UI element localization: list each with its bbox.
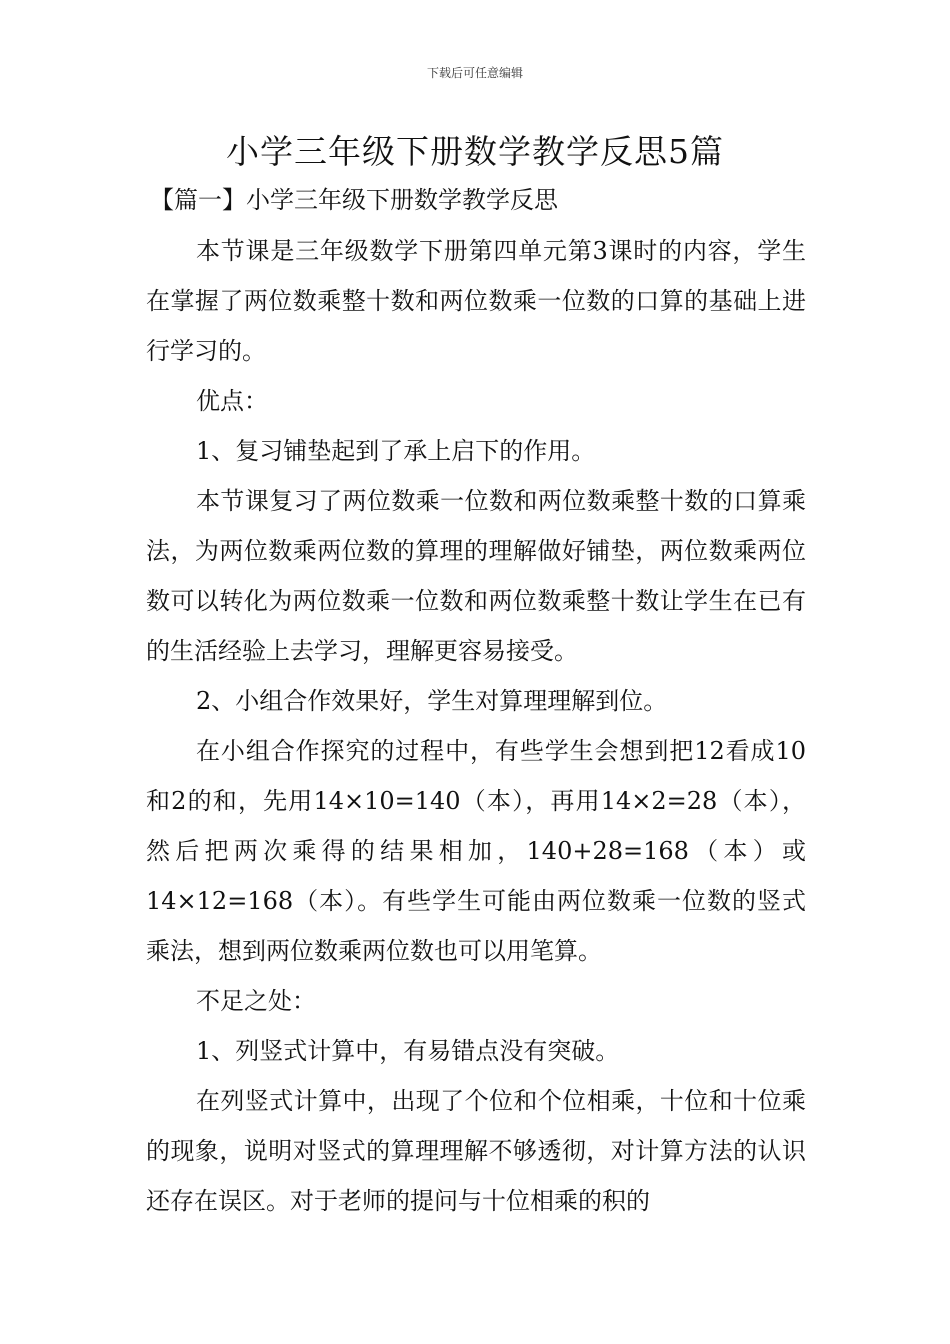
paragraph-strength-1: 1、复习铺垫起到了承上启下的作用。 [196,437,596,465]
paragraph-weaknesses-label: 不足之处： [196,987,316,1015]
document-title: 小学三年级下册数学教学反思5篇 [226,132,724,171]
paragraph-weakness-1-detail: 在列竖式计算中，出现了个位和个位相乘，十位和十位乘的现象，说明对竖式的算理理解不够透彻，对计算方法的认识还存在误区。对于老师的提问与十位相乘的积的 [146,1087,806,1215]
paragraph-intro: 本节课是三年级数学下册第四单元第3课时的内容，学生在掌握了两位数乘整十数和两位数乘一位数的口算的基础上进行学习的。 [146,237,806,365]
header-note: 下载后可任意编辑 [426,66,523,80]
paragraph-strength-2-detail: 在小组合作探究的过程中，有些学生会想到把12看成10和2的和，先用14×10=140（本），再用14×2=28（本），然后把两次乘得的结果相加，140+28=168（本）或14×12=168（本）。有些学生可能由两位数乘一位数的竖式乘法，想到两位数乘两位数也可以用笔算。 [146,737,806,965]
document-body [146,226,806,1226]
section-heading: 【篇一】小学三年级下册数学教学反思 [150,186,558,214]
paragraph-strengths-label: 优点： [196,387,268,415]
paragraph-strength-1-detail: 本节课复习了两位数乘一位数和两位数乘整十数的口算乘法，为两位数乘两位数的算理的理解做好铺垫，两位数乘两位数可以转化为两位数乘一位数和两位数乘整十数让学生在已有的生活经验上去学习，理解更容易接受。 [146,487,806,665]
paragraph-weakness-1: 1、列竖式计算中，有易错点没有突破。 [196,1037,620,1065]
paragraph-strength-2: 2、小组合作效果好，学生对算理理解到位。 [196,687,668,715]
